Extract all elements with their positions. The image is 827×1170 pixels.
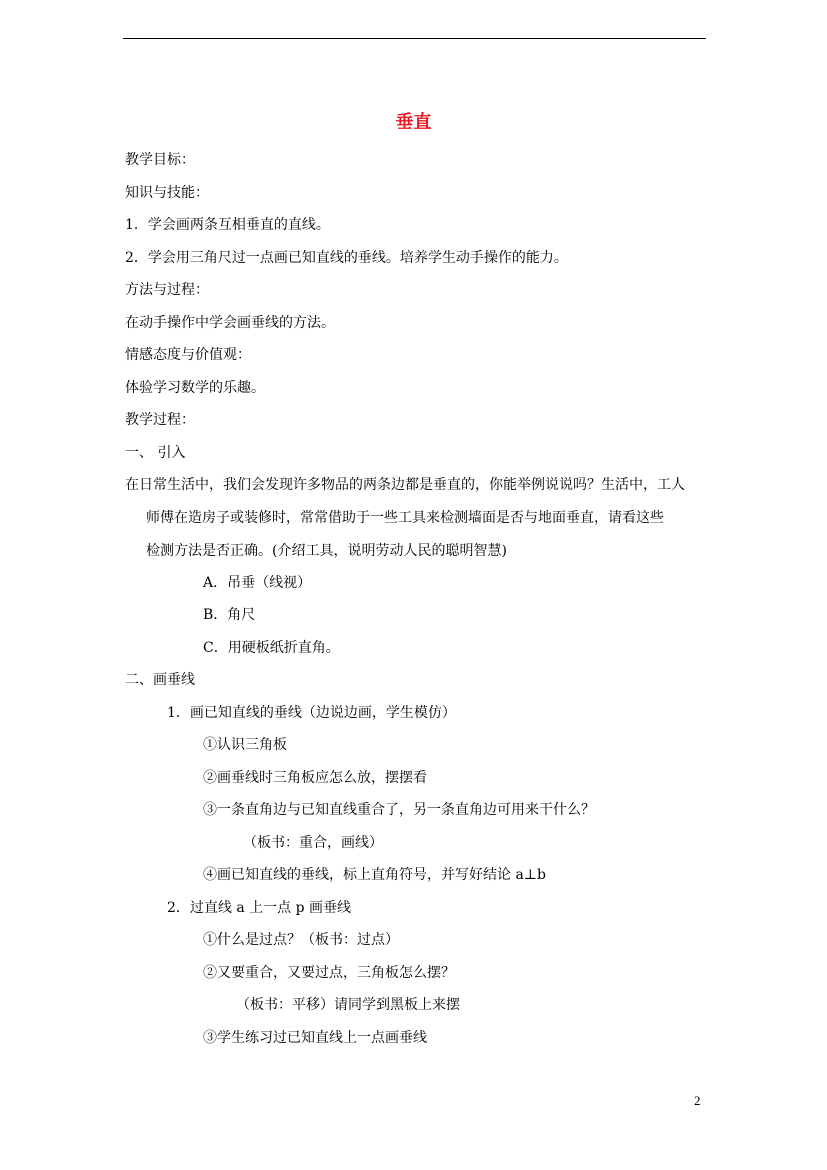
text-line: 2．学会用三角尺过一点画已知直线的垂线。培养学生动手操作的能力。 bbox=[125, 250, 568, 266]
text-line: 在动手操作中学会画垂线的方法。 bbox=[125, 315, 335, 331]
text-line: 1．学会画两条互相垂直的直线。 bbox=[125, 217, 330, 233]
list-item: ②又要重合，又要过点，三角板怎么摆？ bbox=[203, 965, 455, 981]
text-line: 体验学习数学的乐趣。 bbox=[125, 380, 265, 396]
text-line: 情感态度与价值观： bbox=[125, 347, 251, 363]
list-item: ③学生练习过已知直线上一点画垂线 bbox=[203, 1030, 427, 1046]
list-item: ②画垂线时三角板应怎么放，摆摆看 bbox=[203, 770, 427, 786]
list-item: 2．过直线 a 上一点 p 画垂线 bbox=[167, 900, 352, 916]
text-line: 教学过程： bbox=[125, 412, 195, 428]
paragraph-line: 师傅在造房子或装修时，常常借助于一些工具来检测墙面是否与地面垂直，请看这些 bbox=[146, 510, 664, 526]
text-line: 知识与技能： bbox=[125, 185, 209, 201]
list-item: C．用硬板纸折直角。 bbox=[203, 640, 340, 656]
paragraph-line: 检测方法是否正确。(介绍工具，说明劳动人民的聪明智慧) bbox=[146, 543, 507, 559]
list-item: ④画已知直线的垂线，标上直角符号，并写好结论 a⊥b bbox=[203, 867, 546, 883]
section-heading: 一、 引入 bbox=[125, 445, 186, 461]
section-heading: 二、画垂线 bbox=[125, 672, 195, 688]
list-item: ①什么是过点？（板书：过点） bbox=[203, 932, 399, 948]
list-item: A．吊垂（线视） bbox=[203, 575, 312, 591]
board-note: （板书：平移）请同学到黑板上来摆 bbox=[236, 997, 460, 1013]
list-item: ①认识三角板 bbox=[203, 737, 287, 753]
document-title: 垂直 bbox=[395, 112, 432, 133]
page-number: 2 bbox=[694, 1093, 701, 1108]
list-item: 1．画已知直线的垂线（边说边画，学生模仿） bbox=[167, 705, 456, 721]
board-note: （板书：重合，画线） bbox=[243, 835, 383, 851]
list-item: B．角尺 bbox=[203, 607, 256, 623]
header-rule bbox=[123, 38, 706, 39]
text-line: 方法与过程： bbox=[125, 282, 209, 298]
text-line: 教学目标： bbox=[125, 152, 195, 168]
paragraph-line: 在日常生活中，我们会发现许多物品的两条边都是垂直的，你能举例说说吗？生活中，工人 bbox=[125, 477, 685, 493]
list-item: ③一条直角边与已知直线重合了，另一条直角边可用来干什么？ bbox=[203, 802, 595, 818]
